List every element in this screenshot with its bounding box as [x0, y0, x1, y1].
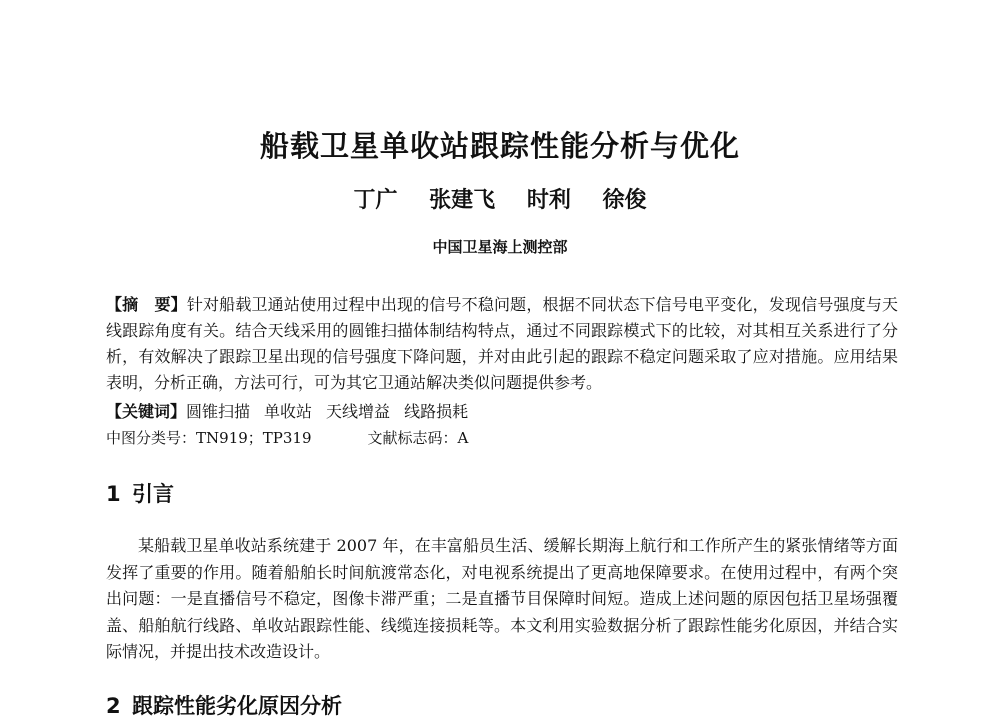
keyword: 线路损耗: [404, 402, 469, 421]
keywords-label: 【关键词】: [106, 402, 187, 421]
section-title: 跟踪性能劣化原因分析: [132, 694, 342, 718]
keywords: [106, 400, 898, 424]
abstract-text: 针对船载卫通站使用过程中出现的信号不稳问题，根据不同状态下信号电平变化，发现信号强度与天线跟踪角度有关。结合天线采用的圆锥扫描体制结构特点，通过不同跟踪模式下的比较，对其相互关系进行了分析，有效解决了跟踪卫星出现的信号强度下降问题，并对由此引起的跟踪不稳定问题采取了应对措施。应用结果表明，分析正确，方法可行，可为其它卫通站解决类似问题提供参考。: [106, 295, 898, 392]
keyword: 单收站: [264, 402, 313, 421]
affiliation: 中国卫星海上测控部: [432, 238, 568, 256]
section-number: 1: [106, 482, 121, 506]
author-name: 丁广: [353, 188, 398, 213]
keyword: 天线增益: [326, 402, 391, 421]
doc-code-value: A: [457, 429, 469, 447]
author-list: [0, 183, 1000, 214]
clc-value: TN919；TP319: [196, 429, 312, 447]
clc-label: 中图分类号：: [106, 429, 197, 447]
paper-title: 船载卫星单收站跟踪性能分析与优化: [259, 129, 740, 163]
abstract: [106, 292, 898, 396]
section-heading-introduction: [106, 478, 174, 508]
author-name: 徐俊: [602, 188, 647, 213]
section-number: 2: [106, 694, 121, 718]
author-name: 张建飞: [429, 188, 496, 213]
classification-line: [106, 426, 898, 450]
introduction-paragraph: 某船载卫星单收站系统建于 2007 年，在丰富船员生活、缓解长期海上航行和工作所产生的紧张情绪等方面发挥了重要的作用。随着船舶长时间航渡常态化，对电视系统提出了更高地保障要求。在使用过程中，有两个突出问题：一是直播信号不稳定，图像卡滞严重；二是直播节目保障时间短。造成上述问题的原因包括卫星场强覆盖、船舶航行线路、单收站跟踪性能、线缆连接损耗等。本文利用实验数据分析了跟踪性能劣化原因，并结合实际情况，并提出技术改造设计。: [106, 536, 898, 661]
section-heading-analysis: [106, 690, 342, 720]
keyword: 圆锥扫描: [186, 402, 251, 421]
abstract-label: 【摘 要】: [106, 295, 187, 314]
section-title: 引言: [132, 482, 174, 506]
author-name: 时利: [526, 188, 571, 213]
doc-code-label: 文献标志码：: [367, 429, 458, 447]
